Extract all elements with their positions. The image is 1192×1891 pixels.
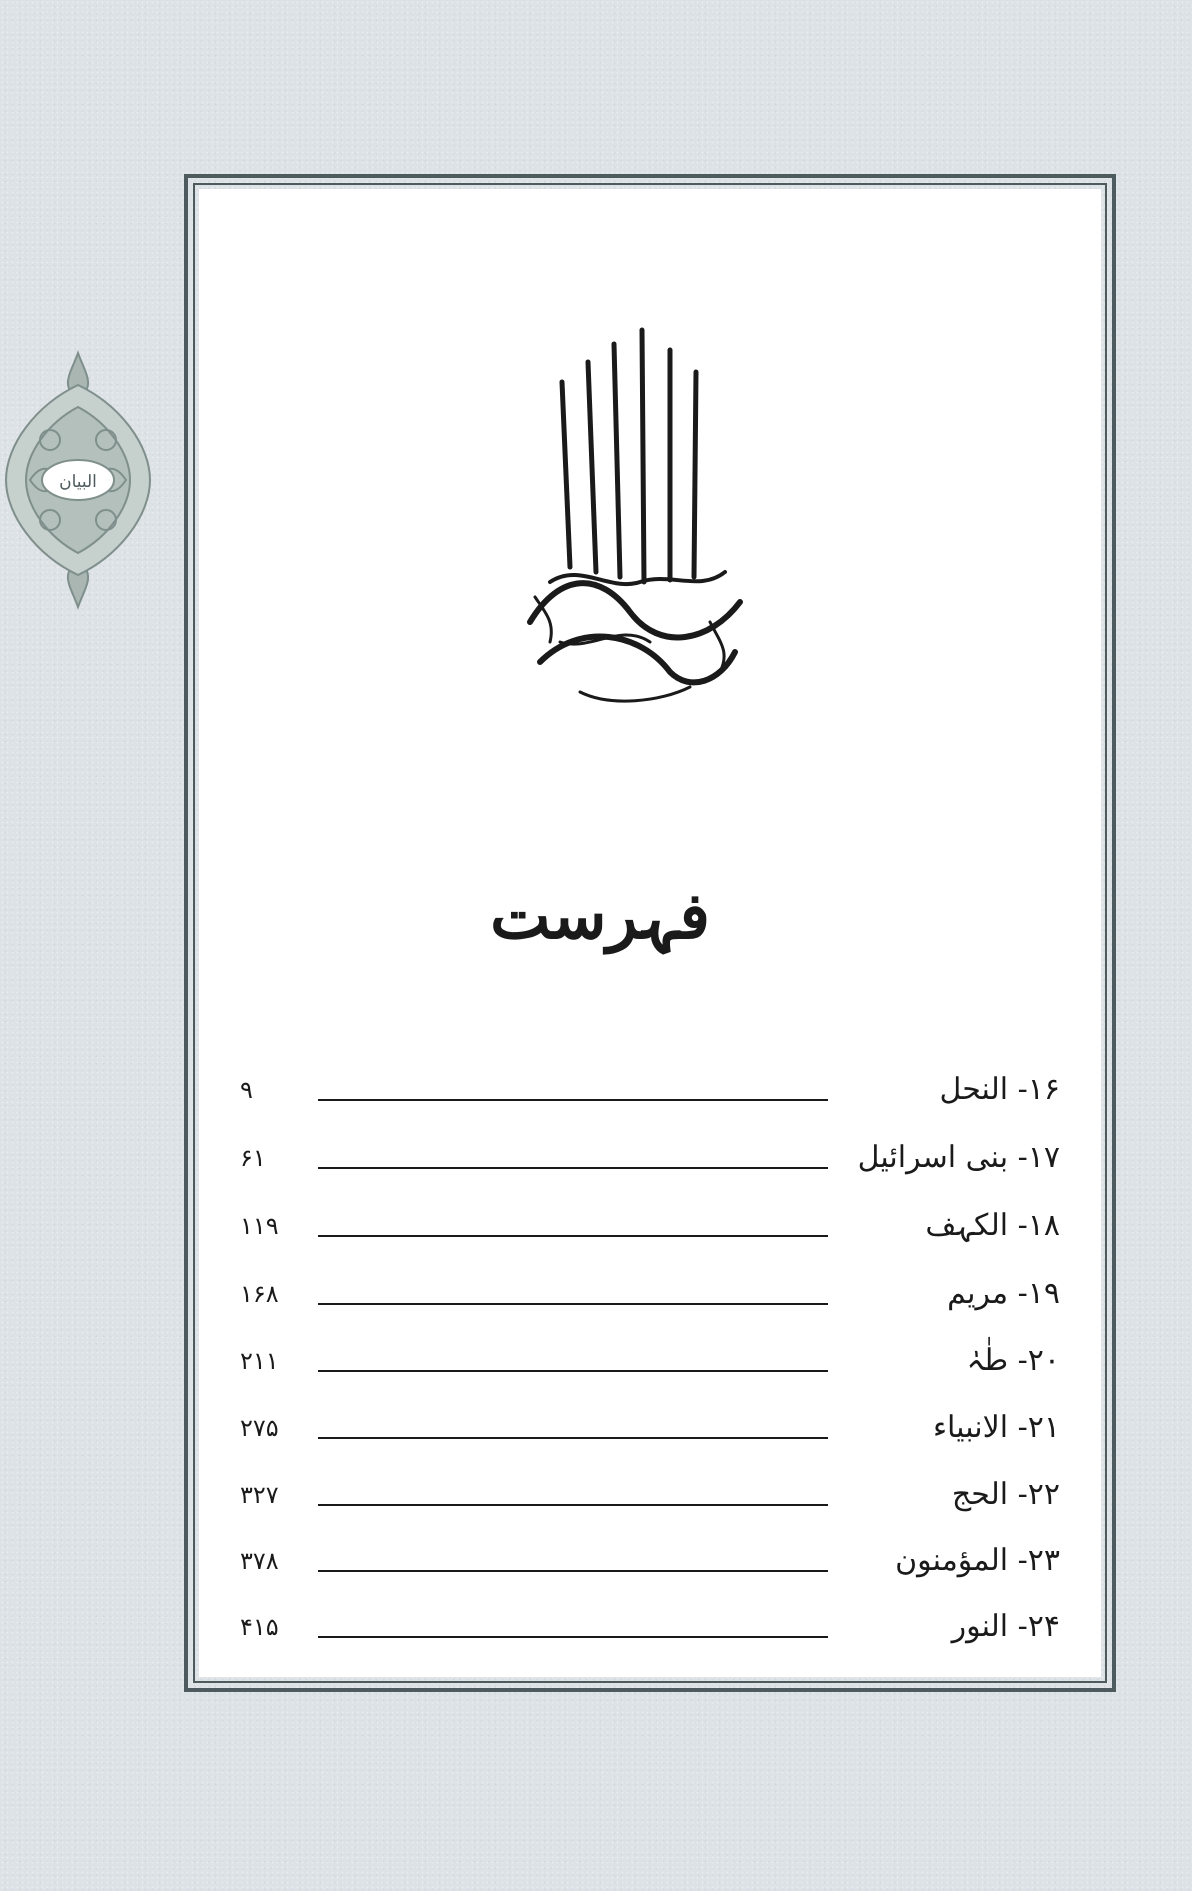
toc-entry-title: ۲۱- الانبیاء (932, 1410, 1060, 1445)
toc-leader-line (318, 1370, 828, 1372)
medallion-ornament-icon (0, 345, 156, 615)
toc-entry-title: ۲۴- النور (951, 1609, 1060, 1644)
toc-page-number: ۴۱۵ (240, 1613, 279, 1641)
toc-row (230, 1065, 1060, 1115)
toc-page-number: ۱۱۹ (240, 1212, 279, 1240)
toc-leader-line (318, 1303, 828, 1305)
toc-leader-line (318, 1235, 828, 1237)
toc-page-number: ۳۷۸ (240, 1547, 279, 1575)
toc-leader-line (318, 1570, 828, 1572)
page-title: فہرست (490, 879, 710, 954)
toc-entry-title: ۱۶- النحل (939, 1072, 1060, 1107)
toc-row (230, 1201, 1060, 1251)
toc-entry-title: ۱۹- مریم (947, 1276, 1060, 1311)
toc-row (230, 1133, 1060, 1183)
toc-leader-line (318, 1167, 828, 1169)
toc-leader-line (318, 1636, 828, 1638)
toc-entry-title: ۱۷- بنی اسرائیل (857, 1140, 1060, 1175)
toc-page-number: ۱۶۸ (240, 1280, 279, 1308)
toc-page-number: ۲۱۱ (240, 1347, 279, 1375)
toc-entry-title: ۱۸- الکہف (925, 1208, 1060, 1243)
toc-row (230, 1602, 1060, 1652)
toc-row (230, 1403, 1060, 1453)
toc-page-number: ۳۲۷ (240, 1481, 279, 1509)
toc-leader-line (318, 1504, 828, 1506)
medallion-label: البیان (59, 472, 97, 492)
toc-leader-line (318, 1099, 828, 1101)
toc-page-number: ۲۷۵ (240, 1414, 279, 1442)
toc-leader-line (318, 1437, 828, 1439)
toc-page-number: ۶۱ (240, 1144, 266, 1172)
toc-entry-title: ۲۳- المؤمنون (895, 1543, 1060, 1578)
toc-row (230, 1536, 1060, 1586)
toc-row (230, 1336, 1060, 1386)
bismillah-calligraphy (520, 322, 750, 712)
toc-row (230, 1269, 1060, 1319)
toc-page-number: ۹ (240, 1076, 253, 1104)
toc-row (230, 1470, 1060, 1520)
toc-entry-title: ۲۰- طٰہٰ (966, 1343, 1060, 1378)
toc-entry-title: ۲۲- الحج (951, 1477, 1060, 1512)
